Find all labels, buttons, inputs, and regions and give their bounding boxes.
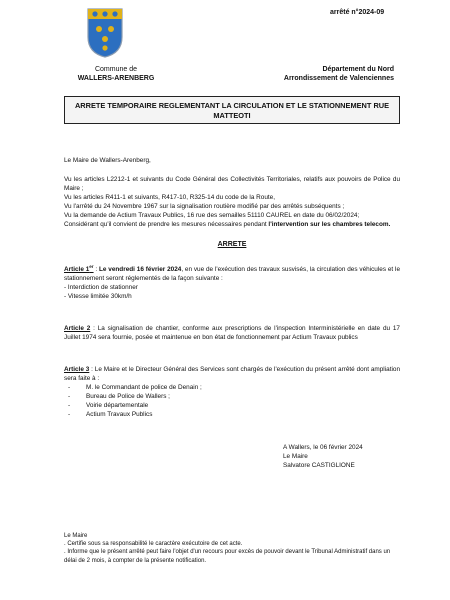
footer-notice — [64, 532, 404, 565]
considerations — [64, 176, 400, 229]
article-1 — [64, 263, 400, 302]
article-2-label: Article 2 — [64, 325, 91, 332]
mayor-intro: Le Maire de Wallers-Arenberg, — [64, 157, 151, 164]
list-item: - Vitesse limitée 30km/h — [64, 293, 400, 302]
commune-name: WALLERS-ARENBERG — [77, 75, 155, 82]
commune-block — [64, 65, 168, 83]
considerant-bold: l'intervention sur les chambres telecom. — [268, 220, 391, 228]
list-item: - Voirie départementale — [64, 402, 400, 411]
article-1-text: Article 1er : Le vendredi 16 février 2024, en vue de l'exécution des travaux susvisés, la circulation des véhicules et le stationnement seront réglementés de la façon suivante : — [64, 264, 400, 283]
article-3-text: : Le Maire et le Directeur Général des Services sont chargés de l'exécution du présent arrêté dont ampliation sera faite à : — [64, 366, 400, 382]
list-item: - Interdiction de stationner — [64, 284, 400, 293]
vu-paragraph-1: Vu les articles L2212-1 et suivants du Code Général des Collectivités Territoriales, relatifs aux pouvoirs de Police du Maire ; — [64, 176, 400, 192]
article-3-label: Article 3 — [64, 366, 90, 373]
department-block — [240, 65, 394, 83]
article-2 — [64, 325, 400, 343]
vu-paragraph-3: Vu l'arrêté du 24 Novembre 1967 sur la signalisation routière modifié par des arrêtés subséquents ; — [64, 202, 345, 210]
signature-place-date: A Wallers, le 06 février 2024 — [283, 444, 363, 451]
decree-title-line2: MATTEOTI — [213, 111, 251, 120]
footer-line-1: . Certifie sous sa responsabilité le caractère exécutoire de cet acte. — [64, 541, 243, 548]
considerant-text: Considérant qu'il convient de prendre les mesures nécessaires pendant — [64, 220, 269, 228]
decree-title-line1: ARRETE TEMPORAIRE REGLEMENTANT LA CIRCULATION ET LE STATIONNEMENT RUE — [74, 101, 390, 110]
decree-number: arrêté n°2024-09 — [330, 9, 385, 16]
list-item: - M. le Commandant de police de Denain ; — [64, 384, 400, 393]
vu-paragraph-2: Vu les articles R411-1 et suivants, R417-10, R325-14 du code de la Route, — [64, 193, 276, 201]
list-item: - Actium Travaux Publics — [64, 411, 400, 420]
commune-label: Commune de — [94, 66, 138, 73]
vu-paragraph-4: Vu la demande de Actium Travaux Publics, 16 rue des semailles 51110 CAUREL en date du 06/02/2024; — [64, 211, 360, 219]
considerant-paragraph — [64, 221, 400, 230]
article-1-date: Le vendredi 16 février 2024 — [99, 266, 182, 274]
list-item: - Bureau de Police de Wallers ; — [64, 393, 400, 402]
article-3 — [64, 366, 400, 419]
article-1-list — [64, 284, 400, 302]
footer-line-2: . Informe que le présent arrêté peut faire l'objet d'un recours pour excès de pouvoir devant le Tribunal Administratif dans un délai de 2 mois, à compter de la présente notification. — [64, 549, 391, 564]
signature-block — [283, 444, 413, 471]
article-1-label: Article 1er — [64, 264, 94, 274]
department-name: Département du Nord — [322, 66, 394, 73]
footer-title: Le Maire — [64, 533, 88, 539]
arrete-heading: ARRETE — [217, 241, 247, 248]
signature-name: Salvatore CASTIGLIONE — [283, 461, 355, 469]
recipients-list — [64, 384, 400, 420]
signature-role: Le Maire — [283, 452, 308, 460]
decree-title-box — [64, 96, 400, 124]
arrondissement-name: Arrondissement de Valenciennes — [283, 75, 394, 82]
article-2-text: : La signalisation de chantier, conforme aux prescriptions de l'inspection Interministérielle en date du 17 Juillet 1974 sera fournie, posée et maintenue en bon état de fonctionnement par Actium Travaux publics — [64, 325, 400, 341]
coat-of-arms-icon — [86, 7, 124, 59]
